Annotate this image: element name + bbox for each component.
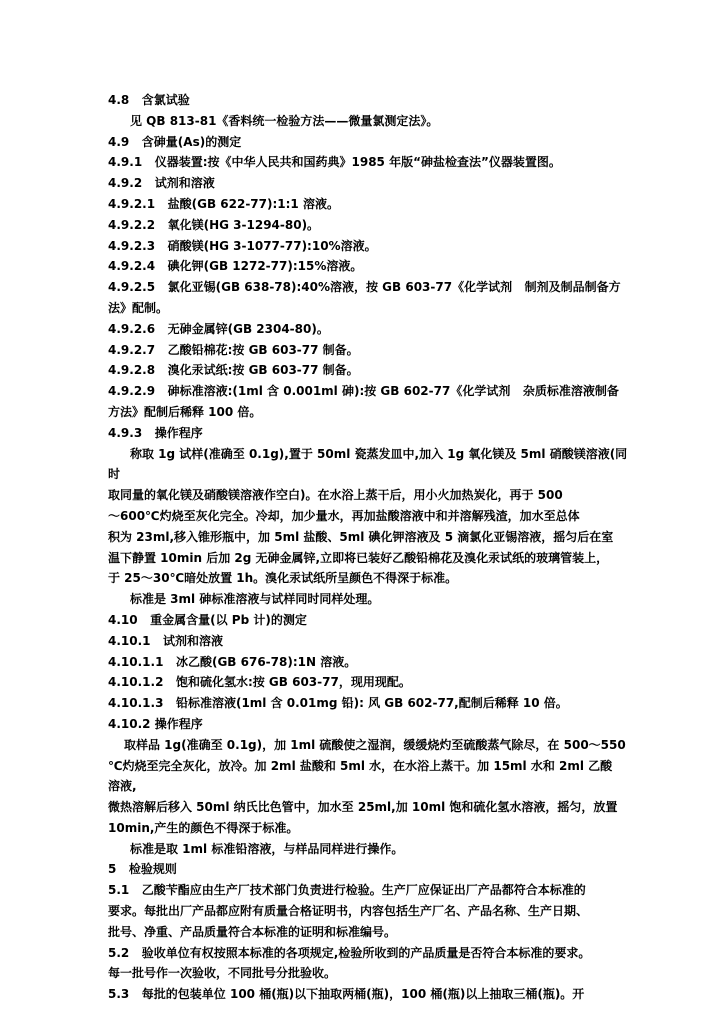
text-line: 4.10 重金属含量(以 Pb 计)的测定	[108, 612, 307, 627]
text-line: 于 25～30℃暗处放置 1h。溴化汞试纸所呈颜色不得深于标准。	[108, 571, 458, 586]
text-line: 4.9.2.4 碘化钾(GB 1272-77):15%溶液。	[108, 259, 363, 274]
text-line: 4.8 含氯试验	[108, 93, 190, 107]
text-line: ～600℃灼烧至灰化完全。冷却，加少量水，再加盐酸溶液中和并溶解残渣，加水至总体	[108, 508, 580, 523]
text-line: 每一批号作一次验收，不同批号分批验收。	[108, 966, 337, 981]
text-line: 4.9.1 仪器装置:按《中华人民共和国药典》1985 年版“砷盐检查法”仪器装置图。	[108, 155, 561, 170]
text-line: 溶液,	[108, 779, 137, 794]
text-line: 4.9.2.1 盐酸(GB 622-77):1:1 溶液。	[108, 196, 339, 211]
text-line: 时	[108, 467, 121, 482]
text-line: 4.9.2.2 氧化镁(HG 3-1294-80)。	[108, 217, 320, 232]
text-line: 微热溶解后移入 50ml 纳氏比色管中，加水至 25ml,加 10ml 饱和硫化氢水溶液，摇匀，放置	[108, 800, 618, 815]
text-line: 5.1 乙酸苄酯应由生产厂技术部门负责进行检验。生产厂应保证出厂产品都符合本标准的	[108, 883, 586, 898]
text-line: 见 QB 813-81《香料统一检验方法——微量氯测定法》。	[130, 113, 439, 128]
text-line: 4.10.1.3 铅标准溶液(1ml 含 0.01mg 铅): 风 GB 602-77,配制后稀释 10 倍。	[108, 696, 568, 711]
text-line: 4.10.1 试剂和溶液	[108, 633, 224, 648]
text-line: 4.9.2.9 砷标准溶液:(1ml 含 0.001ml 砷):按 GB 602-77《化学试剂 杂质标准溶液制备	[108, 384, 619, 399]
text-line: 4.9.2 试剂和溶液	[108, 176, 215, 191]
text-line: 4.9.2.7 乙酸铅棉花:按 GB 603-77 制备。	[108, 342, 359, 357]
text-line: 4.9.2.8 溴化汞试纸:按 GB 603-77 制备。	[108, 363, 359, 378]
text-line: 取样品 1g(准确至 0.1g)，加 1ml 硫酸使之湿润，缓缓烧灼至硫酸蒸气除尽，在 500～550	[124, 737, 626, 752]
text-line: 批号、净重、产品质量符合本标准的证明和标准编号。	[108, 924, 397, 939]
text-line: 4.9 含砷量(As)的测定	[108, 134, 242, 149]
text-line: 4.9.2.5 氯化亚锡(GB 638-78):40%溶液，按 GB 603-77《化学试剂 制剂及制品制备方	[108, 280, 621, 295]
text-line: 5.3 每批的包装单位 100 桶(瓶)以下抽取两桶(瓶)，100 桶(瓶)以上抽取三桶(瓶)。开	[108, 987, 585, 1002]
text-line: 4.10.1.1 冰乙酸(GB 676-78):1N 溶液。	[108, 654, 357, 669]
text-line: 10min,产生的颜色不得深于标准。	[108, 820, 299, 835]
text-line: 法》配制。	[108, 300, 169, 315]
text-line: 标准是 3ml 砷标准溶液与试样同时同样处理。	[130, 592, 380, 607]
text-line: 4.9.3 操作程序	[108, 425, 203, 440]
text-line: 4.10.1.2 饱和硫化氢水:按 GB 603-77，现用现配。	[108, 675, 411, 690]
text-line: ℃灼烧至完全灰化，放冷。加 2ml 盐酸和 5ml 水，在水浴上蒸干。加 15ml 水和 2ml 乙酸	[108, 758, 613, 773]
text-line: 取同量的氧化镁及硝酸镁溶液作空白)。在水浴上蒸干后，用小火加热炭化，再于 500	[108, 488, 563, 503]
text-line: 4.10.2 操作程序	[108, 716, 203, 731]
document-body	[108, 90, 628, 1005]
text-line: 5.2 验收单位有权按照本标准的各项规定,检验所收到的产品质量是否符合本标准的要求。	[108, 945, 591, 960]
text-line: 积为 23ml,移入锥形瓶中，加 5ml 盐酸、5ml 碘化钾溶液及 5 滴氯化亚锡溶液，摇匀后在室	[108, 529, 614, 544]
text-line: 温下静置 10min 后加 2g 无砷金属锌,立即将已装好乙酸铅棉花及溴化汞试纸的玻璃管装上，	[108, 550, 609, 565]
text-line: 称取 1g 试样(准确至 0.1g),置于 50ml 瓷蒸发皿中,加入 1g 氧化镁及 5ml 硝酸镁溶液(同	[130, 446, 628, 461]
text-line: 要求。每批出厂产品都应附有质量合格证明书，内容包括生产厂名、产品名称、生产日期、	[108, 904, 589, 919]
text-line: 方法》配制后稀释 100 倍。	[108, 404, 262, 419]
text-line: 5 检验规则	[108, 862, 177, 877]
text-line: 标准是取 1ml 标准铅溶液，与样品同样进行操作。	[130, 841, 404, 856]
text-line: 4.9.2.3 硝酸镁(HG 3-1077-77):10%溶液。	[108, 238, 377, 253]
text-line: 4.9.2.6 无砷金属锌(GB 2304-80)。	[108, 321, 329, 336]
